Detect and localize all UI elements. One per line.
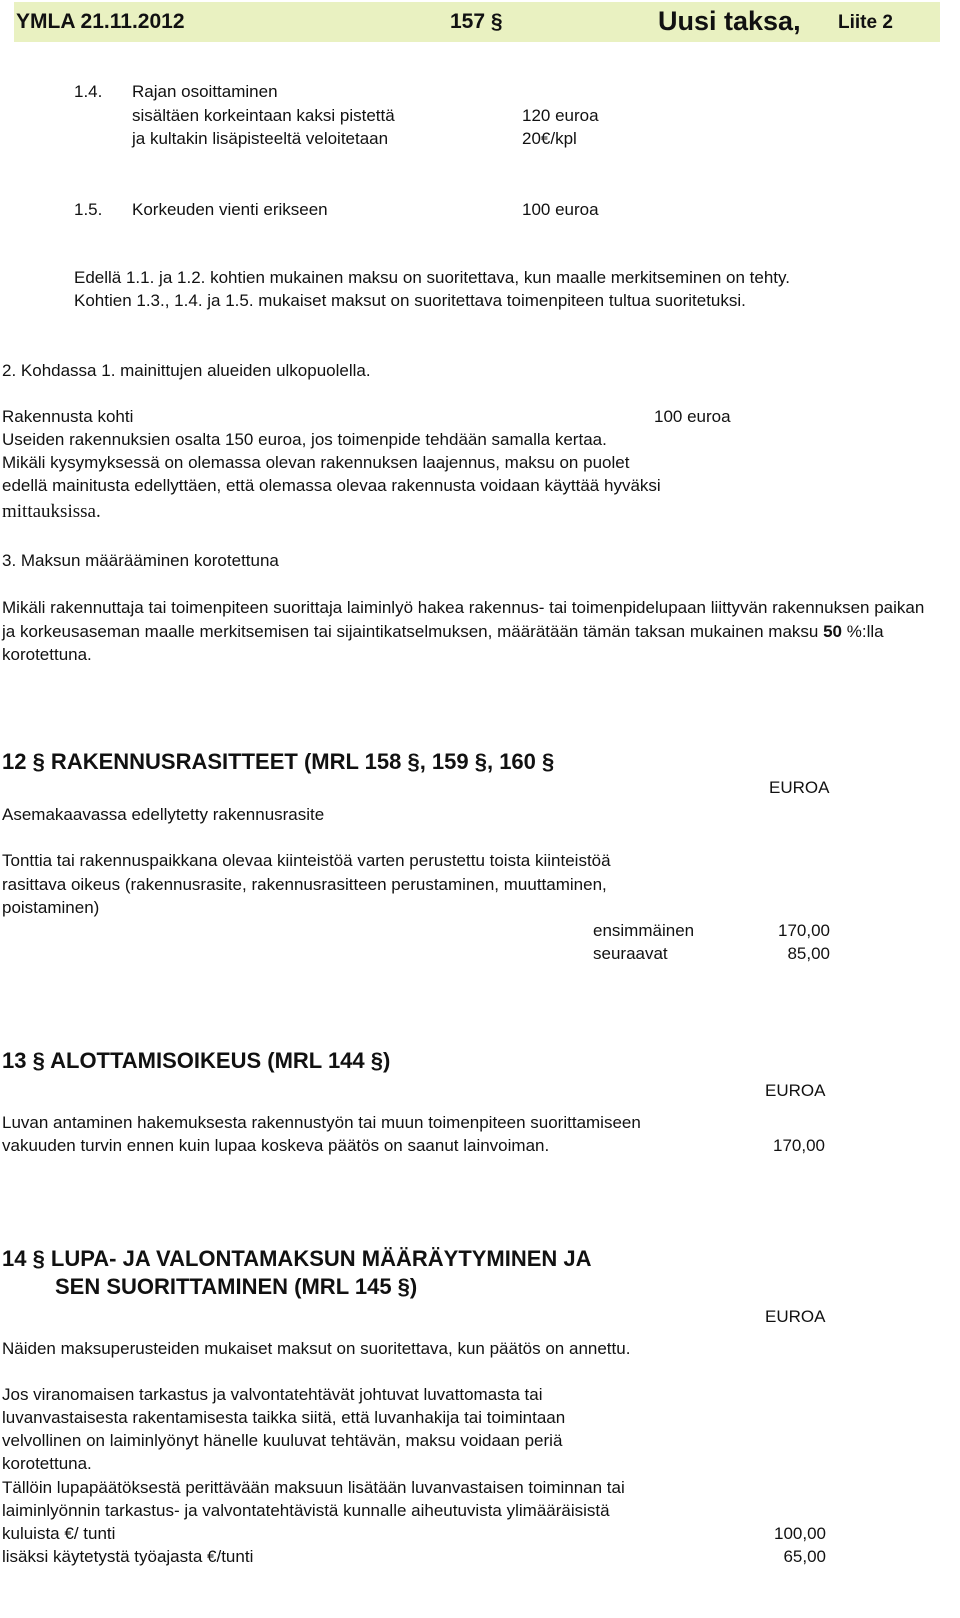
section-13-euroa-header: EUROA <box>765 1081 826 1100</box>
section-13-title: 13 § ALOTTAMISOIKEUS (MRL 144 §) <box>2 1048 391 1073</box>
item-1-4-line: sisältäen korkeintaan kaksi pistettä <box>132 106 395 125</box>
fee-row-label: lisäksi käytetystä työajasta €/tunti <box>2 1547 254 1566</box>
item-1-5-price: 100 euroa <box>522 200 599 219</box>
item-1-4-price-per-point: 20€/kpl <box>522 129 577 148</box>
section-2-text: Mikäli kysymyksessä on olemassa olevan rakennuksen laajennus, maksu on puolet <box>2 453 630 472</box>
section-2-text: mittauksissa. <box>2 501 101 522</box>
item-1-5-number: 1.5. <box>74 200 103 219</box>
surcharge-percent: 50 <box>823 621 843 641</box>
section-12-title: 12 § RAKENNUSRASITTEET (MRL 158 §, 159 §, 160 § <box>2 749 555 774</box>
header-page-number: 157 § <box>450 10 503 33</box>
section-12-euroa-header: EUROA <box>769 778 830 797</box>
section-3-heading: 3. Maksun määrääminen korotettuna <box>2 551 279 570</box>
fee-row-label: ensimmäinen <box>593 921 695 940</box>
section-14-text: laiminlyönnin tarkastus- ja valvontatehtävistä kunnalle aiheutuvista ylimääräisistä <box>2 1501 610 1520</box>
item-1-4-number: 1.4. <box>74 82 103 101</box>
section-14-title: 14 § LUPA- JA VALONTAMAKSUN MÄÄRÄYTYMINEN JA <box>2 1246 592 1271</box>
header-attachment: Liite 2 <box>838 12 893 33</box>
section-2-row-price: 100 euroa <box>654 407 731 426</box>
section-13-text: vakuuden turvin ennen kuin lupaa koskeva päätös on saanut lainvoiman. <box>2 1136 550 1155</box>
header-title: Uusi taksa, <box>658 6 801 36</box>
header-date: YMLA 21.11.2012 <box>16 10 185 33</box>
page-header <box>14 2 940 42</box>
section-14-text: velvollinen on laiminlyönyt hänelle kuuluvat tehtävän, maksu voidaan periä <box>2 1431 563 1450</box>
section-14-euroa-header: EUROA <box>765 1307 826 1326</box>
fee-row-label: kuluista €/ tunti <box>2 1524 116 1543</box>
fee-row-price: 100,00 <box>774 1524 826 1543</box>
item-1-4-line: ja kultakin lisäpisteeltä veloitetaan <box>132 129 389 148</box>
section-14-title-line2: SEN SUORITTAMINEN (MRL 145 §) <box>55 1274 418 1299</box>
payment-note-line: Edellä 1.1. ja 1.2. kohtien mukainen maksu on suoritettava, kun maalle merkitseminen on tehty. <box>74 268 790 287</box>
fee-row-price: 85,00 <box>787 944 830 963</box>
section-14-text: luvanvastaisesta rakentamisesta taikka siitä, että luvanhakija tai toimintaan <box>2 1408 566 1427</box>
section-2-heading: 2. Kohdassa 1. mainittujen alueiden ulkopuolella. <box>2 361 371 380</box>
section-12-subtitle: Asemakaavassa edellytetty rakennusrasite <box>2 805 325 824</box>
fee-row-price: 170,00 <box>778 921 830 940</box>
payment-note-line: Kohtien 1.3., 1.4. ja 1.5. mukaiset maksut on suoritettava toimenpiteen tultua suoritetuksi. <box>74 291 746 310</box>
fee-row-price: 65,00 <box>783 1547 826 1566</box>
fee-row-label: seuraavat <box>593 944 668 963</box>
item-1-4-price: 120 euroa <box>522 106 599 125</box>
section-14-text: Näiden maksuperusteiden mukaiset maksut on suoritettava, kun päätös on annettu. <box>2 1339 631 1358</box>
item-1-4-line: Rajan osoittaminen <box>132 82 278 101</box>
section-12-text: Tonttia tai rakennuspaikkana olevaa kiinteistöä varten perustettu toista kiinteistöä <box>2 851 611 870</box>
section-14-text: Tällöin lupapäätöksestä perittävään maksuun lisätään luvanvastaisen toiminnan tai <box>2 1478 625 1497</box>
section-3-paragraph: Mikäli rakennuttaja tai toimenpiteen suorittaja laiminlyö hakea rakennus- tai toimenpidelupaan liittyvän rakennuksen paikan ja korkeusaseman maalle merkitsemisen tai sijaintikatselmuksen, määrätään tämän taksan mukainen maksu 50 %:lla korotettuna. <box>2 598 925 664</box>
section-14-text: Jos viranomaisen tarkastus ja valvontatehtävät johtuvat luvattomasta tai <box>2 1385 543 1404</box>
section-13-price: 170,00 <box>773 1136 825 1155</box>
section-2-text: edellä mainitusta edellyttäen, että olemassa olevaa rakennusta voidaan käyttää hyväksi <box>2 476 661 495</box>
section-14-text: korotettuna. <box>2 1454 92 1473</box>
section-2-row-label: Rakennusta kohti <box>2 407 134 426</box>
item-1-5-label: Korkeuden vienti erikseen <box>132 200 328 219</box>
section-12-text: poistaminen) <box>2 898 100 917</box>
section-12-text: rasittava oikeus (rakennusrasite, rakennusrasitteen perustaminen, muuttaminen, <box>2 875 607 894</box>
section-13-text: Luvan antaminen hakemuksesta rakennustyön tai muun toimenpiteen suorittamiseen <box>2 1113 641 1132</box>
section-2-text: Useiden rakennuksien osalta 150 euroa, jos toimenpide tehdään samalla kertaa. <box>2 430 607 449</box>
